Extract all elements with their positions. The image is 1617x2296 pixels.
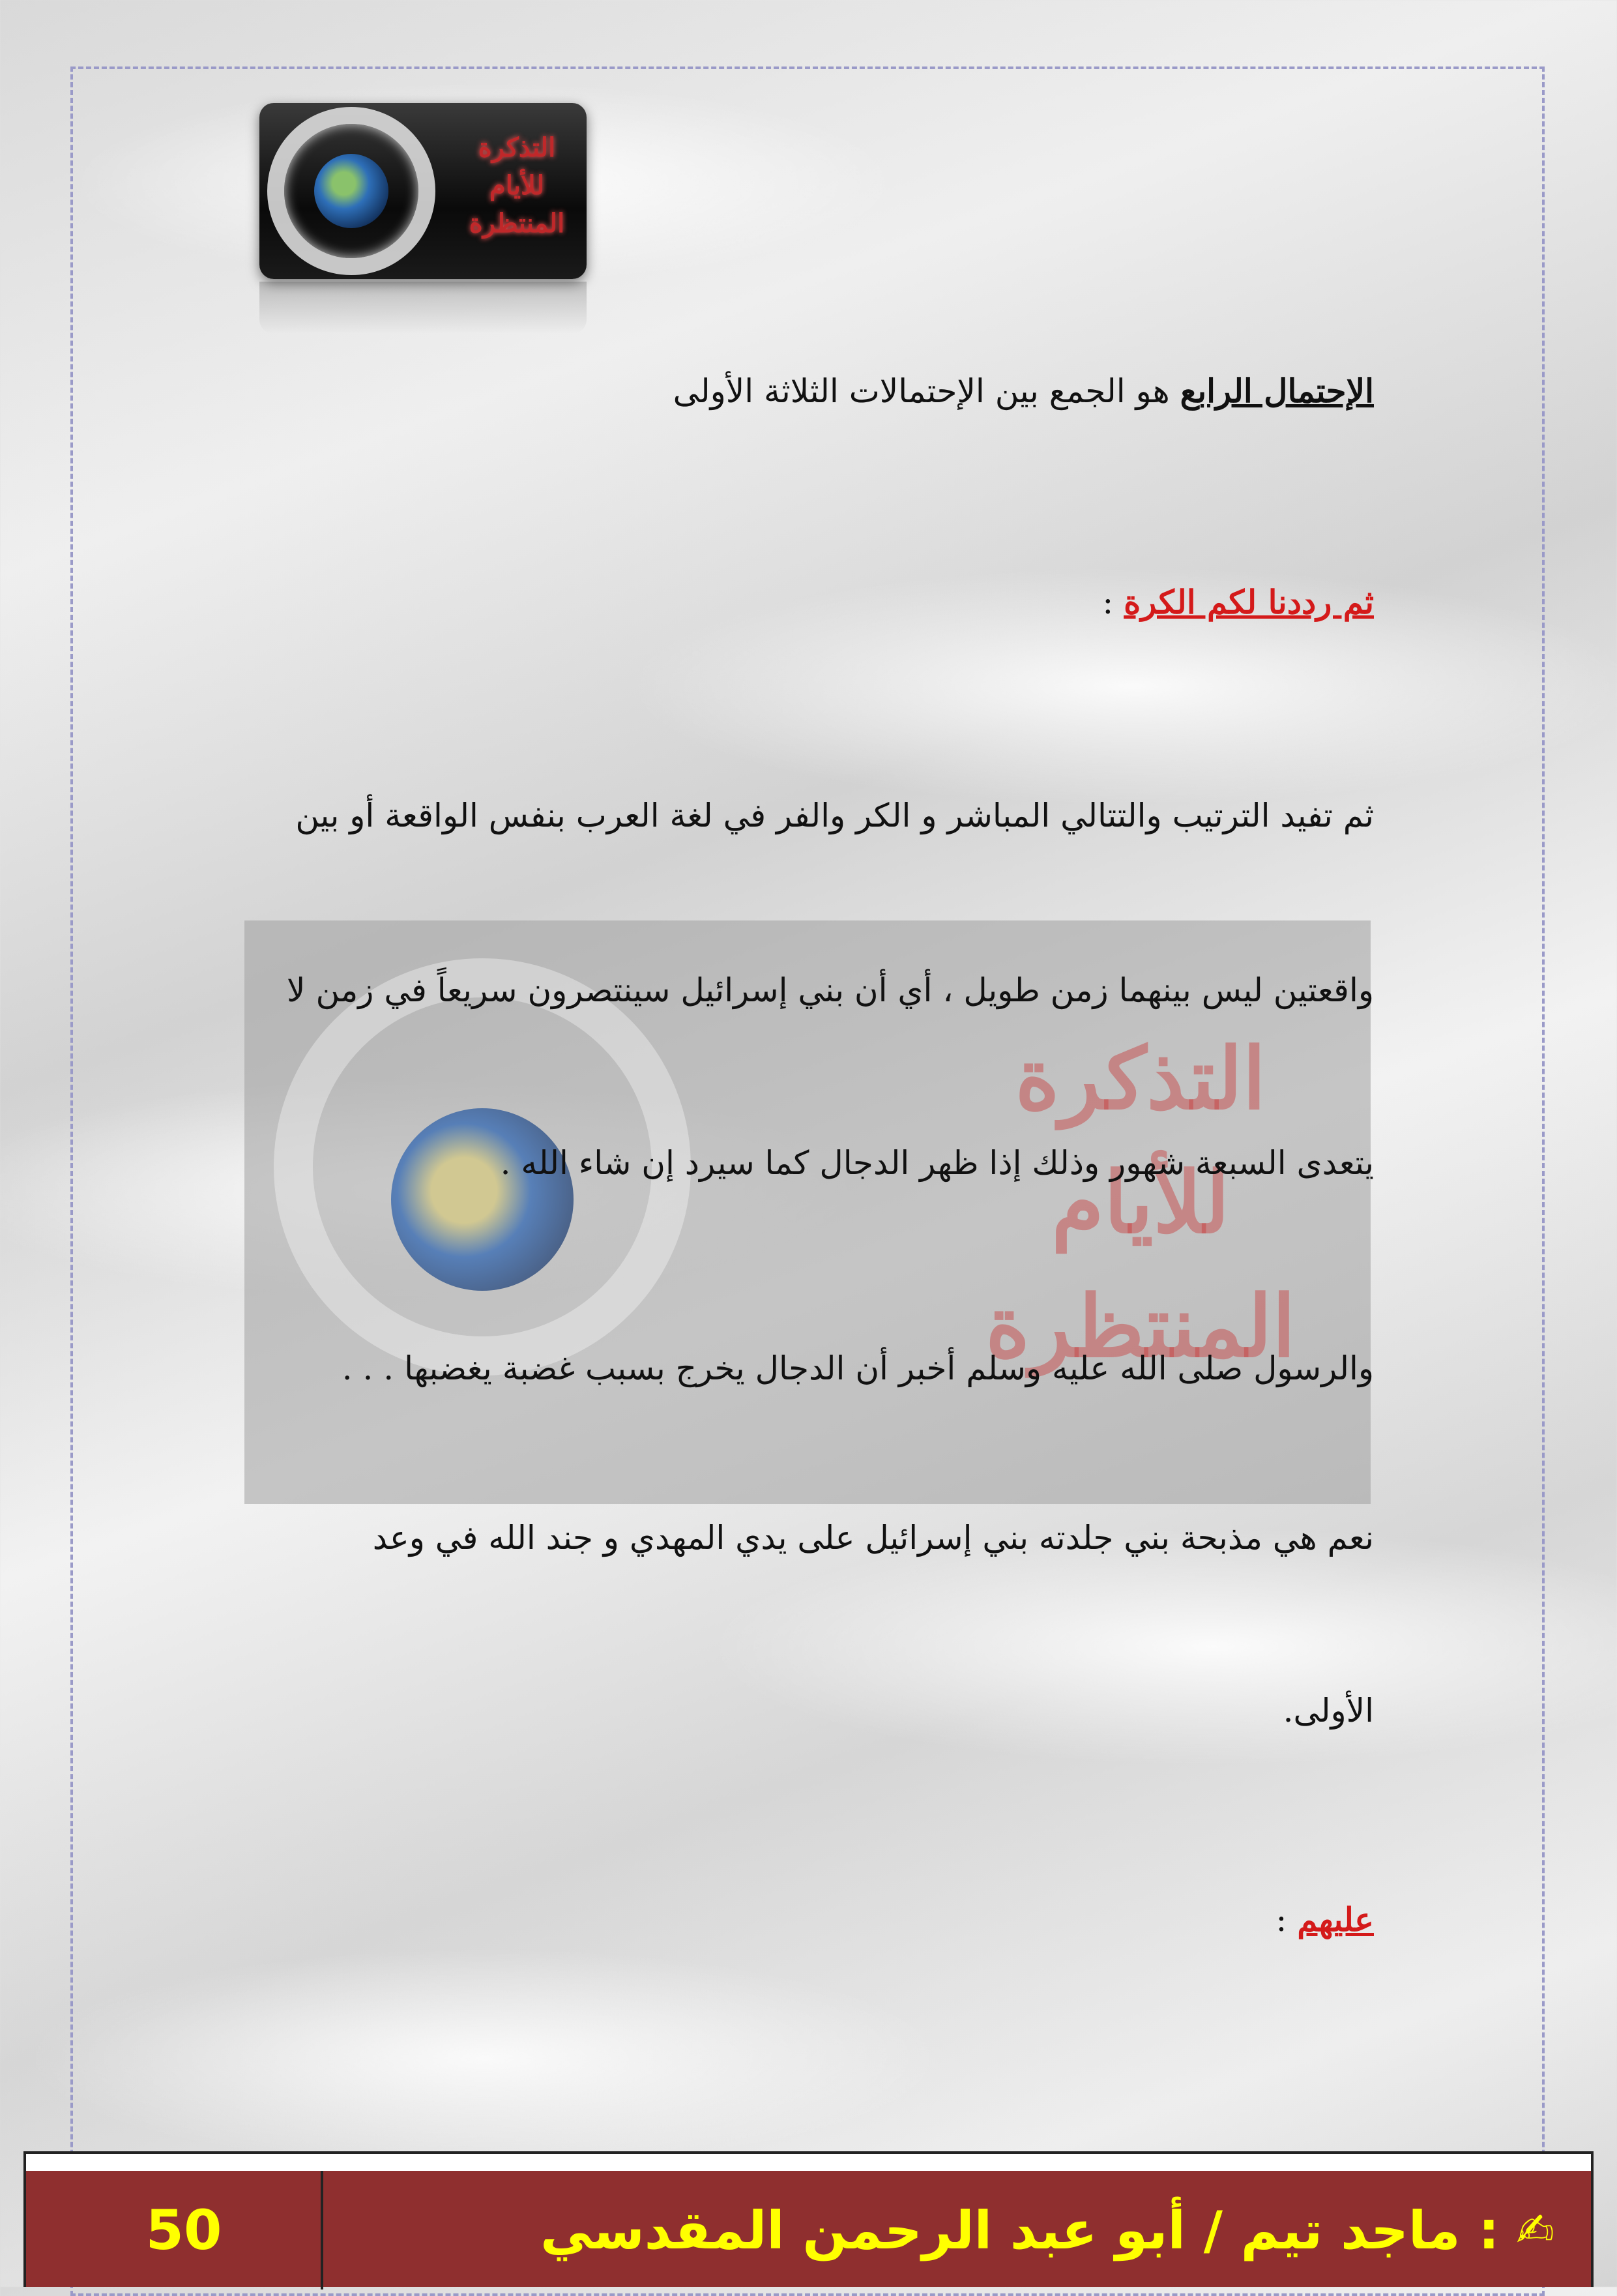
watermark-globe-icon xyxy=(391,1108,574,1291)
globe-icon xyxy=(314,154,388,228)
body-line: ثم تفيد الترتيب والتتالي المباشر و الكر والفر في لغة العرب بنفس الواقعة أو بين xyxy=(295,797,1374,834)
heading-fourth-possibility xyxy=(673,372,1374,410)
logo-title-line: للأيام xyxy=(489,170,545,201)
heading-alayhim-title: عليهم xyxy=(1297,1900,1374,1939)
footer-author xyxy=(321,2171,1567,2289)
watermark-title-line: المنتظرة xyxy=(985,1276,1296,1376)
body-line: يتعدى السبعة شهور وذلك إذا ظهر الدجال كما سيرد إن شاء الله . xyxy=(500,1144,1374,1182)
body-line: والرسول صلى الله عليه وسلم أخبر أن الدجال يخرج بسبب غضبة يغضبها . . . xyxy=(342,1349,1374,1387)
logo-reflection xyxy=(259,282,587,334)
heading-karra xyxy=(1102,583,1374,621)
heading-karra-title: ثم رددنا لكم الكرة xyxy=(1124,583,1374,621)
footer xyxy=(23,2151,1594,2287)
logo-title xyxy=(455,129,579,253)
heading-alayhim xyxy=(1275,1900,1374,1939)
heading-karra-colon: : xyxy=(1102,583,1124,621)
page-number: 50 xyxy=(145,2198,222,2262)
body-line: واقعتين ليس بينهما زمن طويل ، أي أن بني إسرائيل سينتصرون سريعاً في زمن لا xyxy=(287,971,1374,1009)
heading-alayhim-colon: : xyxy=(1275,1901,1298,1939)
footer-author-text: : ماجد تيم / أبو عبد الرحمن المقدسي xyxy=(540,2200,1500,2261)
logo xyxy=(259,103,587,279)
heading-fourth-bold: الإحتمال الرابع xyxy=(1180,372,1374,410)
heading-fourth-rest: هو الجمع بين الإحتمالات الثلاثة الأولى xyxy=(673,372,1180,410)
writing-hand-icon: ✍ xyxy=(1516,2203,1554,2257)
logo-title-line: التذكرة xyxy=(478,132,556,163)
watermark-title-line: للأيام xyxy=(1051,1153,1230,1252)
body-line: نعم هي مذبحة بني جلدته بني إسرائيل على يدي المهدي و جند الله في وعد xyxy=(372,1519,1374,1557)
watermark-title-line: التذكرة xyxy=(1015,1029,1266,1128)
logo-title-line: المنتظرة xyxy=(469,208,565,239)
body-line: الأولى. xyxy=(1283,1692,1374,1729)
watermark-title xyxy=(939,1017,1343,1395)
